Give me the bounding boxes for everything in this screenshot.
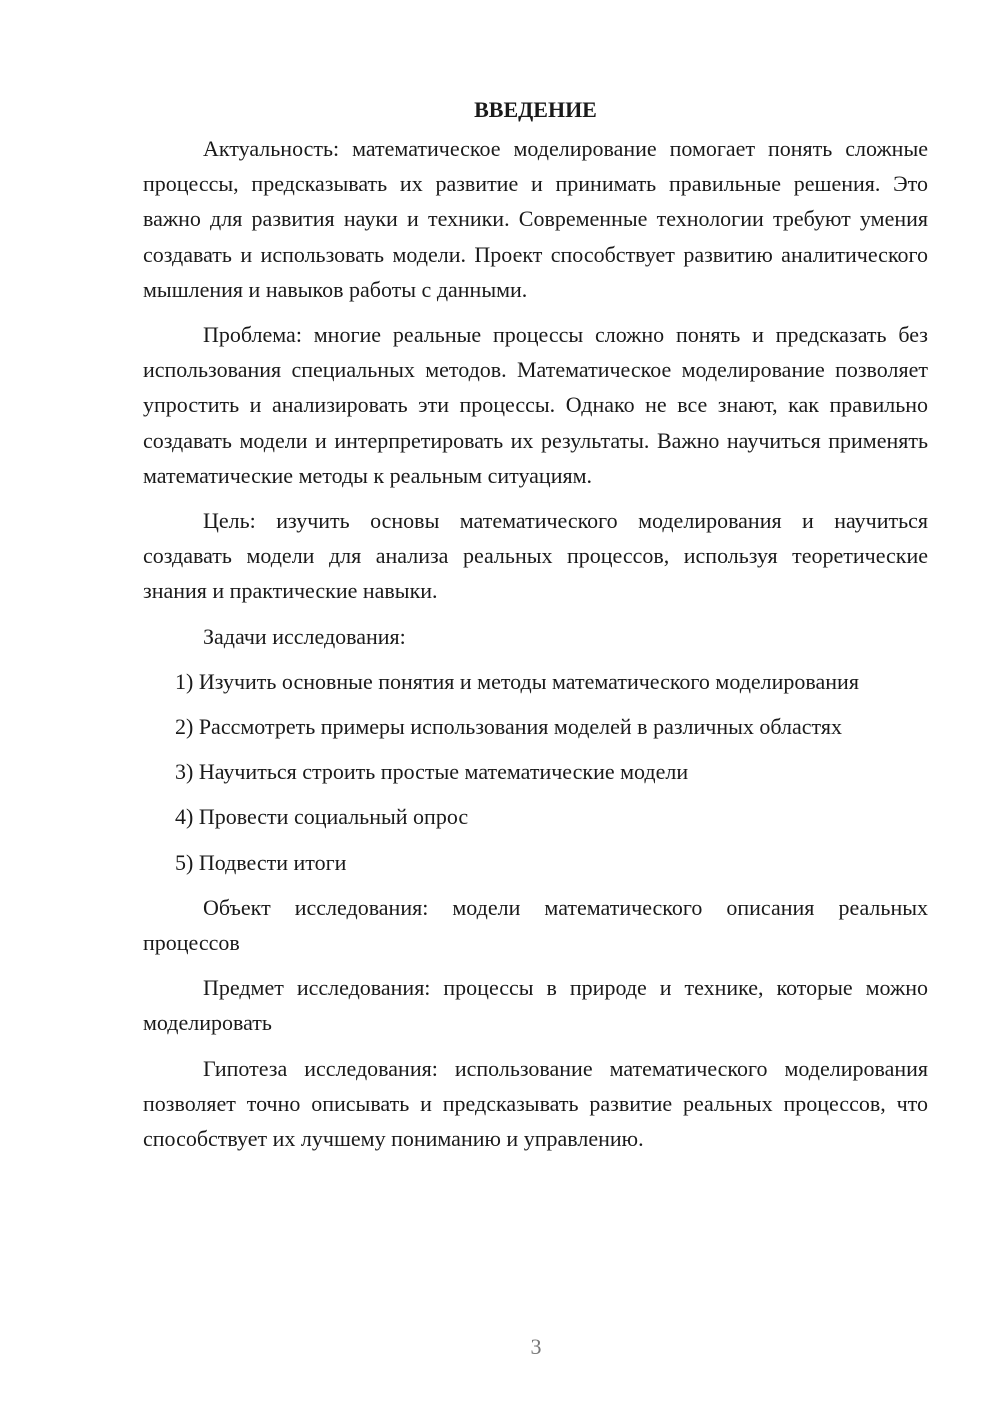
- paragraph-relevance: Актуальность: математическое моделирование помогает понять сложные процессы, предсказывать их развитие и принимать правильные решения. Это важно для развития науки и техники. Современные технологии требуют умения создавать и использовать модели. Проект способствует развитию аналитического мышления и навыков работы с данными.: [143, 136, 928, 302]
- document-page: [143, 92, 928, 1166]
- paragraph-object: Объект исследования: модели математического описания реальных процессов: [143, 894, 928, 956]
- page-number: 3: [530, 1334, 542, 1359]
- paragraph-problem: Проблема: многие реальные процессы сложно понять и предсказать без использования специальных методов. Математическое моделирование позволяет упростить и анализировать эти процессы. Однако не все знают, как правильно создавать модели и интерпретировать их результаты. Важно научиться применять математические методы к реальным ситуациям.: [143, 322, 928, 488]
- section-title: ВВЕДЕНИЕ: [474, 97, 597, 122]
- task-item: 4) Провести социальный опрос: [175, 804, 469, 830]
- tasks-heading: Задачи исследования:: [203, 623, 406, 649]
- paragraph-hypothesis: Гипотеза исследования: использование математического моделирования позволяет точно описывать и предсказывать развитие реальных процессов, что способствует их лучшему пониманию и управлению.: [143, 1055, 928, 1152]
- task-item: 1) Изучить основные понятия и методы математического моделирования: [175, 668, 859, 694]
- paragraph-subject: Предмет исследования: процессы в природе и технике, которые можно моделировать: [143, 975, 928, 1036]
- task-item: 2) Рассмотреть примеры использования моделей в различных областях: [175, 714, 842, 740]
- task-item: 5) Подвести итоги: [175, 849, 347, 875]
- task-item: 3) Научиться строить простые математические модели: [175, 759, 689, 785]
- paragraph-goal: Цель: изучить основы математического моделирования и научиться создавать модели для анализа реальных процессов, используя теоретические знания и практические навыки.: [143, 508, 928, 604]
